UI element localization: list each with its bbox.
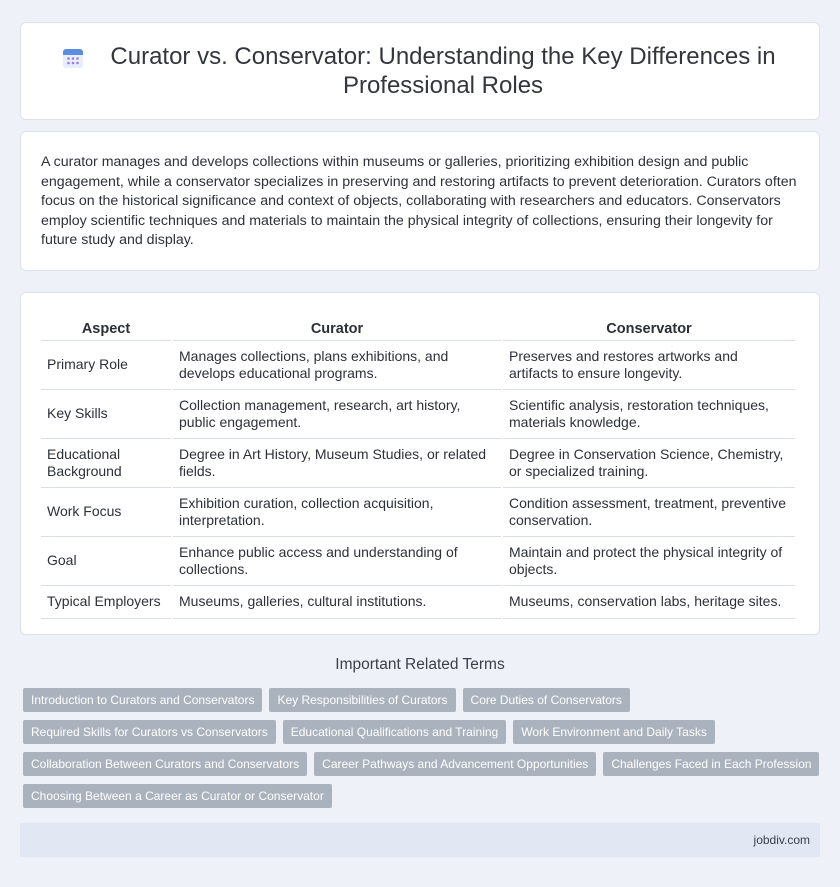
- table-row: [41, 341, 795, 390]
- conservator-cell: Scientific analysis, restoration techniques, materials knowledge.: [503, 390, 795, 439]
- table-header-row: [41, 315, 795, 341]
- table-row: [41, 390, 795, 439]
- curator-cell: Enhance public access and understanding of collections.: [173, 537, 501, 586]
- header-card: [20, 22, 820, 120]
- comparison-card: [20, 292, 820, 635]
- curator-cell: Collection management, research, art history, public engagement.: [173, 390, 501, 439]
- related-terms-list: [23, 688, 823, 808]
- table-row: [41, 586, 795, 619]
- related-term-tag[interactable]: Educational Qualifications and Training: [283, 720, 506, 744]
- conservator-cell: Museums, conservation labs, heritage sites.: [503, 586, 795, 619]
- conservator-cell: Condition assessment, treatment, preventive conservation.: [503, 488, 795, 537]
- related-term-tag[interactable]: Collaboration Between Curators and Conservators: [23, 752, 307, 776]
- aspect-cell: Typical Employers: [41, 586, 171, 619]
- intro-card: [20, 131, 820, 271]
- conservator-cell: Degree in Conservation Science, Chemistry, or specialized training.: [503, 439, 795, 488]
- table-row: [41, 439, 795, 488]
- table-row: [41, 488, 795, 537]
- curator-cell: Manages collections, plans exhibitions, and develops educational programs.: [173, 341, 501, 390]
- conservator-cell: Preserves and restores artworks and artifacts to ensure longevity.: [503, 341, 795, 390]
- page-title: Curator vs. Conservator: Understanding the Key Differences in Professional Roles: [110, 43, 776, 99]
- related-terms-title: Important Related Terms: [335, 656, 505, 673]
- aspect-cell: Goal: [41, 537, 171, 586]
- aspect-cell: Work Focus: [41, 488, 171, 537]
- related-term-tag[interactable]: Required Skills for Curators vs Conservators: [23, 720, 276, 744]
- aspect-cell: Primary Role: [41, 341, 171, 390]
- related-term-tag[interactable]: Choosing Between a Career as Curator or Conservator: [23, 784, 332, 808]
- related-term-tag[interactable]: Introduction to Curators and Conservators: [23, 688, 262, 712]
- header: [21, 23, 819, 119]
- intro-paragraph: A curator manages and develops collections within museums or galleries, prioritizing exhibition design and public engagement, while a conservator specializes in preserving and restoring artifacts to prevent deterioration. Curators often focus on the historical significance and context of objects, collaborating with researchers and educators. Conservators employ scientific techniques and materials to maintain the physical integrity of collections, ensuring their longevity for future study and display.: [41, 154, 797, 249]
- aspect-cell: Key Skills: [41, 390, 171, 439]
- curator-cell: Degree in Art History, Museum Studies, or related fields.: [173, 439, 501, 488]
- aspect-cell: Educational Background: [41, 439, 171, 488]
- column-header-aspect: Aspect: [41, 315, 171, 341]
- conservator-cell: Maintain and protect the physical integrity of objects.: [503, 537, 795, 586]
- column-header-conservator: Conservator: [503, 315, 795, 341]
- calendar-grid-icon: [61, 46, 85, 70]
- related-term-tag[interactable]: Career Pathways and Advancement Opportunities: [314, 752, 596, 776]
- footer-site-link[interactable]: jobdiv.com: [753, 833, 810, 847]
- table-row: [41, 537, 795, 586]
- column-header-curator: Curator: [173, 315, 501, 341]
- related-term-tag[interactable]: Challenges Faced in Each Profession: [603, 752, 819, 776]
- curator-cell: Exhibition curation, collection acquisition, interpretation.: [173, 488, 501, 537]
- curator-cell: Museums, galleries, cultural institutions.: [173, 586, 501, 619]
- related-term-tag[interactable]: Core Duties of Conservators: [463, 688, 630, 712]
- comparison-table: [39, 315, 797, 619]
- related-term-tag[interactable]: Key Responsibilities of Curators: [269, 688, 455, 712]
- footer: [20, 823, 820, 857]
- related-term-tag[interactable]: Work Environment and Daily Tasks: [513, 720, 715, 744]
